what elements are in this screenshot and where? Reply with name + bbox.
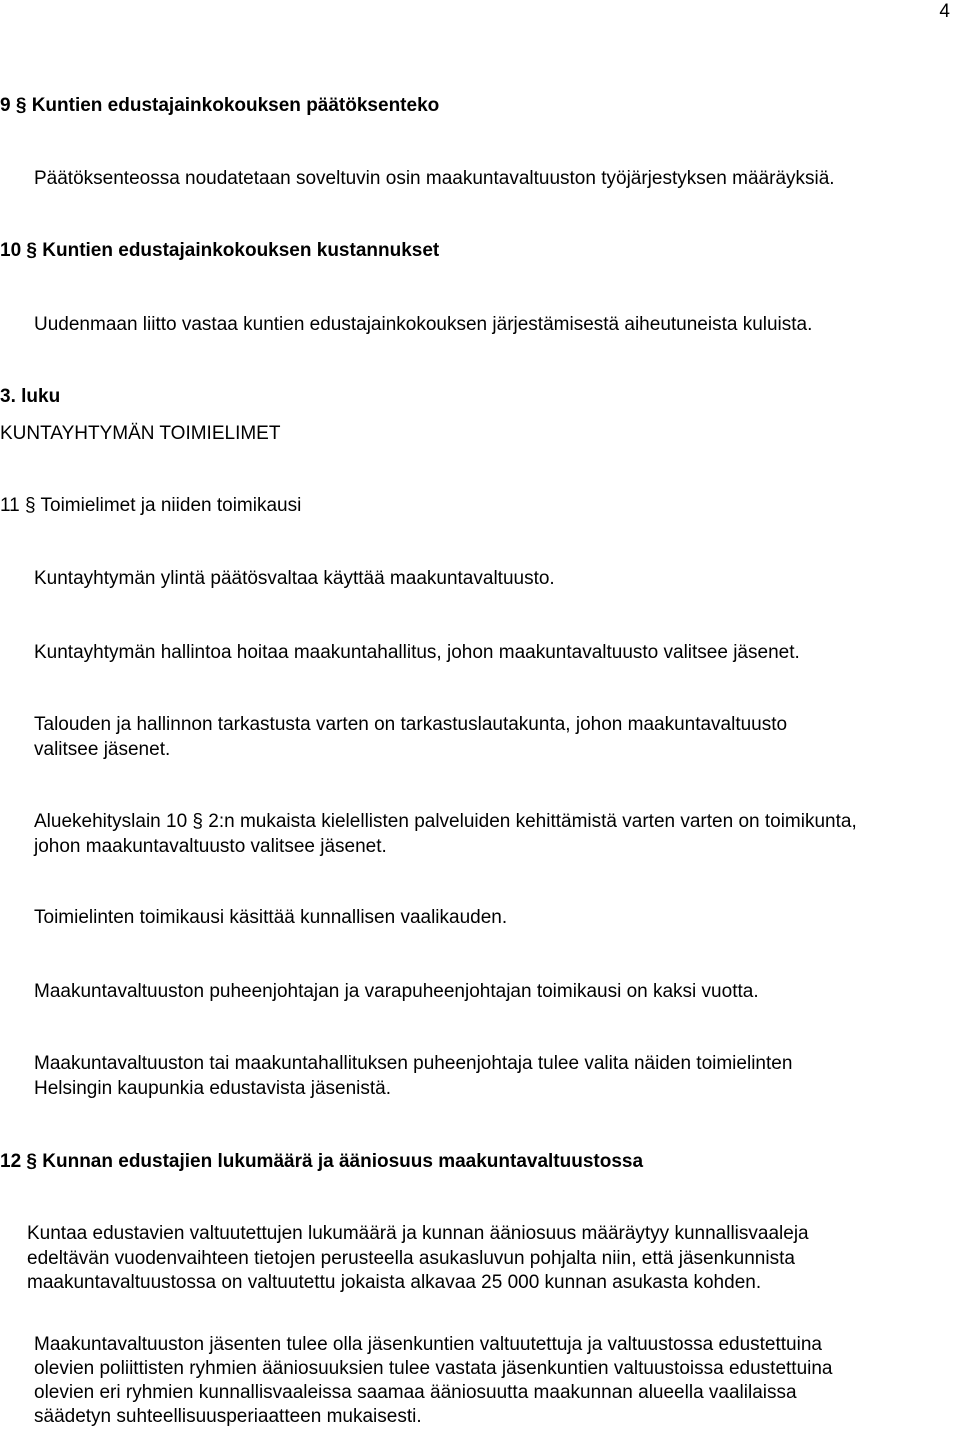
page-number: 4 [939,1,950,22]
section-11-paragraph-5: Toimielinten toimikausi käsittää kunnallisen vaalikauden. [34,907,508,928]
chapter-number: 3. luku [0,386,61,407]
section-11-paragraph-2: Kuntayhtymän hallintoa hoitaa maakuntahallitus, johon maakuntavaltuusto valitsee jäsenet. [34,642,800,663]
section-11-paragraph-6: Maakuntavaltuuston puheenjohtajan ja varapuheenjohtajan toimikausi on kaksi vuotta. [34,981,759,1002]
section-12-paragraph-2-line-3: olevien eri ryhmien kunnallisvaaleissa saamaa ääniosuutta maakunnan alueella vaalilaissa [34,1382,797,1403]
section-11-paragraph-3-line-2: valitsee jäsenet. [34,739,171,760]
section-12-paragraph-1-line-1: Kuntaa edustavien valtuutettujen lukumäärä ja kunnan ääniosuus määräytyy kunnallisvaaleja [27,1223,809,1244]
section-11-heading: 11 § Toimielimet ja niiden toimikausi [0,495,302,516]
section-11-paragraph-4-line-2: johon maakuntavaltuusto valitsee jäsenet. [34,836,387,857]
section-12-paragraph-2-line-4: säädetyn suhteellisuusperiaatteen mukaisesti. [34,1406,422,1427]
section-10-heading: 10 § Kuntien edustajainkokouksen kustannukset [0,240,440,261]
section-9-heading: 9 § Kuntien edustajainkokouksen päätöksenteko [0,95,440,116]
section-10-paragraph: Uudenmaan liitto vastaa kuntien edustajainkokouksen järjestämisestä aiheutuneista kuluista. [34,314,813,335]
section-11-paragraph-4-line-1: Aluekehityslain 10 § 2:n mukaista kielellisten palveluiden kehittämistä varten varten on toimikunta, [34,811,857,832]
chapter-title: KUNTAYHTYMÄN TOIMIELIMET [0,423,281,444]
section-11-paragraph-3-line-1: Talouden ja hallinnon tarkastusta varten on tarkastuslautakunta, johon maakuntavaltuusto [34,714,788,735]
section-12-paragraph-1-line-2: edeltävän vuodenvaihteen tietojen perusteella asukasluvun pohjalta niin, että jäsenkunnista [27,1248,795,1269]
section-11-paragraph-7-line-2: Helsingin kaupunkia edustavista jäsenistä. [34,1078,391,1099]
section-12-paragraph-2-line-1: Maakuntavaltuuston jäsenten tulee olla jäsenkuntien valtuutettuja ja valtuustossa edustettuina [34,1334,822,1355]
section-12-paragraph-1-line-3: maakuntavaltuustossa on valtuutettu jokaista alkavaa 25 000 kunnan asukasta kohden. [27,1272,762,1293]
section-11-paragraph-1: Kuntayhtymän ylintä päätösvaltaa käyttää maakuntavaltuusto. [34,568,555,589]
section-12-heading: 12 § Kunnan edustajien lukumäärä ja ääniosuus maakuntavaltuustossa [0,1151,644,1172]
section-12-paragraph-2-line-2: olevien poliittisten ryhmien ääniosuuksien tulee vastata jäsenkuntien valtuustoissa edustettuina [34,1358,833,1379]
section-11-paragraph-7-line-1: Maakuntavaltuuston tai maakuntahallituksen puheenjohtaja tulee valita näiden toimielinten [34,1053,793,1074]
section-9-paragraph: Päätöksenteossa noudatetaan soveltuvin osin maakuntavaltuuston työjärjestyksen määräyksiä. [34,168,835,189]
